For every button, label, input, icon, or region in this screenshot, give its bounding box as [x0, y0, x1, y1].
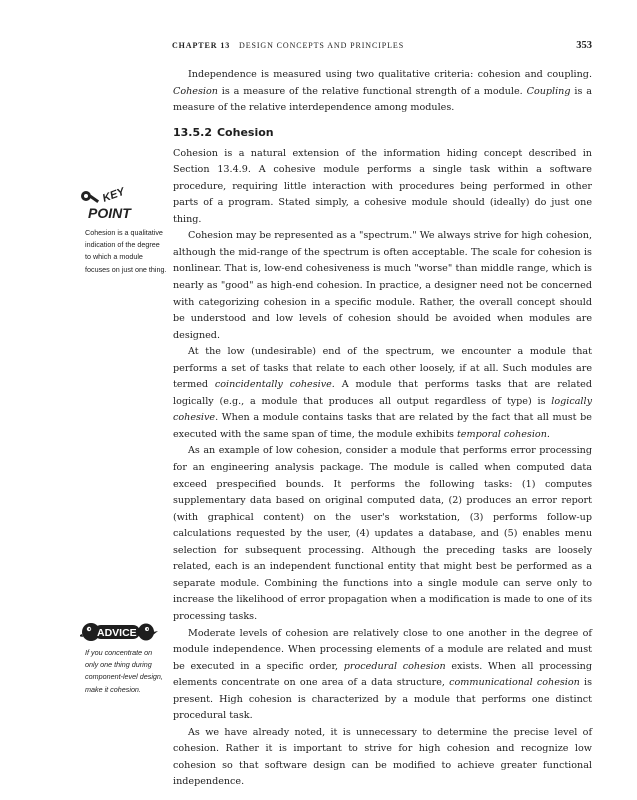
- page-number: 353: [576, 40, 592, 51]
- chapter-label: CHAPTER 13: [172, 41, 231, 50]
- paragraph-3: At the low (undesirable) end of the spectrum, we encounter a module that performs a set of tasks that relate to each other loosely, if at all. Such modules are termed coincidentally cohesive. A module that performs tasks that are related logically (e.g., a module that produces all output regardless of type) is logically cohesive. When a module contains tasks that are related by the fact that all must be executed with the same span of time, the module exhibits temporal cohesion.: [173, 346, 592, 440]
- advice-note: If you concentrate on only one thing during component-level design, make it cohesion.: [85, 648, 163, 694]
- paragraph-5: Moderate levels of cohesion are relatively close to one another in the degree of module independence. When processing elements of a module are related and must be executed in a specific order, procedural cohesion exists. When all processing elements concentrate on one area of a data structure, communicational cohesion is present. High cohesion is characterized by a module that performs one distinct procedural task.: [173, 627, 593, 722]
- key-point-word-2: POINT: [88, 205, 131, 221]
- term-cohesion: Cohesion: [173, 85, 218, 97]
- paragraph-2: Cohesion may be represented as a "spectrum." We always strive for high cohesion, although the mid-range of the spectrum is often acceptable. The scale for cohesion is nonlinear. That is, low-end cohesiveness is much "worse" than middle range, which is nearly as "good" as high-end cohesion. In practice, a designer need not be concerned with categorizing cohesion in a specific module. Rather, the overall concept should be understood and low levels of cohesion should be avoided when modules are designed.: [173, 230, 592, 341]
- running-header: [172, 41, 592, 55]
- key-point-icon: [80, 186, 140, 222]
- intro-paragraph: Independence is measured using two qualitative criteria: cohesion and coupling. Cohesion is a measure of the relative functional strength of a module. Coupling is a measure of the relative interdependence among modules.: [173, 69, 592, 114]
- advice-word: ADVICE: [97, 627, 137, 639]
- section-title: Cohesion: [216, 125, 274, 139]
- key-point-note: Cohesion is a qualitative indication of the degree to which a module focuses on just one thing.: [85, 228, 167, 274]
- key-point-word-1: KEY: [100, 186, 127, 205]
- term-coupling: Coupling: [526, 85, 571, 97]
- chapter-title: DESIGN CONCEPTS AND PRINCIPLES: [239, 41, 405, 50]
- paragraph-6: As we have already noted, it is unnecessary to determine the precise level of cohesion. Rather it is important to strive for high cohesion and recognize low cohesion so that software design can be modified to achieve greater functional independence.: [173, 726, 592, 788]
- advice-bird-right-icon: [138, 624, 154, 641]
- paragraph-1: Cohesion is a natural extension of the information hiding concept described in Section 13.4.9. A cohesive module performs a single task within a software procedure, requiring little interaction with procedures being performed in other parts of a program. Stated simply, a cohesive module should (ideally) do just one thing.: [173, 147, 592, 225]
- section-number: 13.5.2: [173, 125, 212, 139]
- paragraph-4: As an example of low cohesion, consider a module that performs error processing for an engineering analysis package. The module is called when computed data exceed prespecified bounds. It performs the following tasks: (1) computes supplementary data based on original computed data, (2) produces an error report (with graphical content) on the user's workstation, (3) performs follow-up calculations requested by the user, (4) updates a database, and (5) enables menu selection for subsequent processing. Although the preceding tasks are loosely related, each is an independent functional entity that might best be performed as a separate module. Combining the functions into a single module can serve only to increase the likelihood of error propagation when a modification is made to one of its processing tasks.: [173, 445, 592, 622]
- advice-icon: [80, 618, 160, 644]
- key-icon: [81, 191, 99, 203]
- body-text: [173, 67, 592, 791]
- section-heading: [173, 125, 592, 141]
